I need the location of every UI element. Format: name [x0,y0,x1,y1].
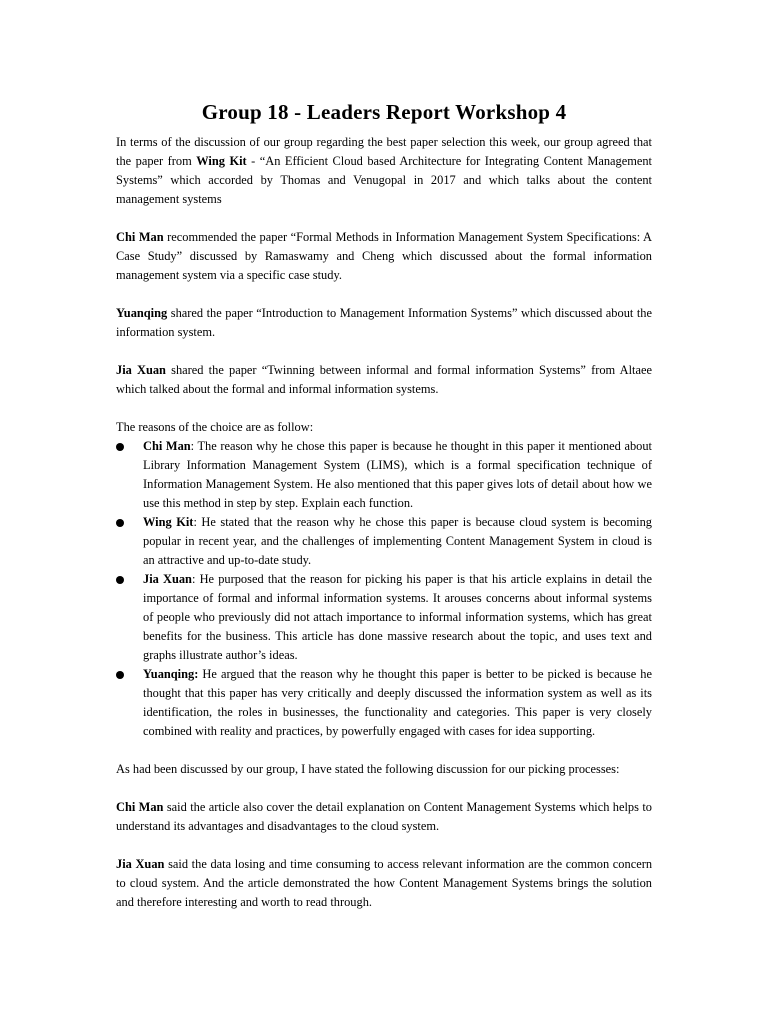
reason-text: : He purposed that the reason for picking his paper is that his article explains in detail the importance of formal and informal information systems. It arouses concerns about informal systems of people who previously did not attach importance to informal information systems, which has great benefits for the business. This article has done massive research about the topic, and uses text and graphs illustrate author’s ideas. [143,572,652,662]
document-title: Group 18 - Leaders Report Workshop 4 [201,100,567,124]
recommendation-text: shared the paper “Introduction to Management Information Systems” which discussed about the information system. [116,306,652,339]
member-name: Jia Xuan [116,363,166,377]
recommendation-text: shared the paper “Twinning between informal and formal information Systems” from Altaee which talked about the formal and informal information systems. [116,363,652,396]
discussion-paragraph [116,855,652,912]
member-name: Chi Man [116,230,164,244]
list-item [116,665,652,741]
recommendation-text: recommended the paper “Formal Methods in Information Management System Specifications: A Case Study” discussed by Ramaswamy and Cheng which discussed about the formal information management system via a specific case study. [116,230,652,282]
member-name: Wing Kit [196,154,247,168]
discussion-intro: As had been discussed by our group, I have stated the following discussion for our picking processes: [116,762,620,776]
member-name: Jia Xuan [116,857,165,871]
list-item [116,437,652,513]
list-item [116,513,652,570]
member-name: Yuanqing: [143,667,199,681]
reason-text: : The reason why he chose this paper is because he thought in this paper it mentioned about Library Information Management System (LIMS), which is a formal specification technique of Information Management System. He also mentioned that this paper gives lots of detail about how we use this method in step by step. Explain each function. [143,439,652,510]
discussion-paragraph [116,798,652,836]
reason-text: : He stated that the reason why he chose this paper is because cloud system is becoming popular in recent year, and the challenges of implementing Content Management System in cloud is an attractive and up-to-date study. [143,515,652,567]
intro-text-start: In terms of the discussion of our group regarding the best paper selection this week, our group agreed that the paper from [116,135,652,168]
bullet-icon [116,443,124,451]
member-name: Chi Man [143,439,191,453]
member-name: Chi Man [116,800,164,814]
reasons-list [116,437,652,741]
bullet-icon [116,576,124,584]
intro-text-end: - “An Efficient Cloud based Architecture for Integrating Content Management Systems” which accorded by Thomas and Venugopal in 2017 and which talks about the content management systems [116,154,653,206]
reason-text: He argued that the reason why he thought this paper is better to be picked is because he thought that this paper has very critically and deeply discussed the information system as well as its identification, the roles in businesses, the functionality and categories. This paper is very closely combined with reality and practices, by powerfully engaged with cases for idea supporting. [143,667,652,738]
recommendation-paragraph [116,228,652,285]
recommendation-paragraph [116,304,652,342]
list-item [116,570,652,665]
recommendation-paragraph [116,361,652,399]
member-name: Yuanqing [116,306,168,320]
discussion-text: said the data losing and time consuming to access relevant information are the common concern to cloud system. And the article demonstrated the how Content Management Systems brings the solution and therefore interesting and worth to read through. [116,857,653,909]
reasons-heading: The reasons of the choice are as follow: [116,420,314,434]
member-name: Jia Xuan [143,572,192,586]
intro-paragraph [116,133,652,209]
member-name: Wing Kit [143,515,194,529]
bullet-icon [116,519,124,527]
discussion-text: said the article also cover the detail explanation on Content Management Systems which helps to understand its advantages and disadvantages to the cloud system. [116,800,652,833]
bullet-icon [116,671,124,679]
